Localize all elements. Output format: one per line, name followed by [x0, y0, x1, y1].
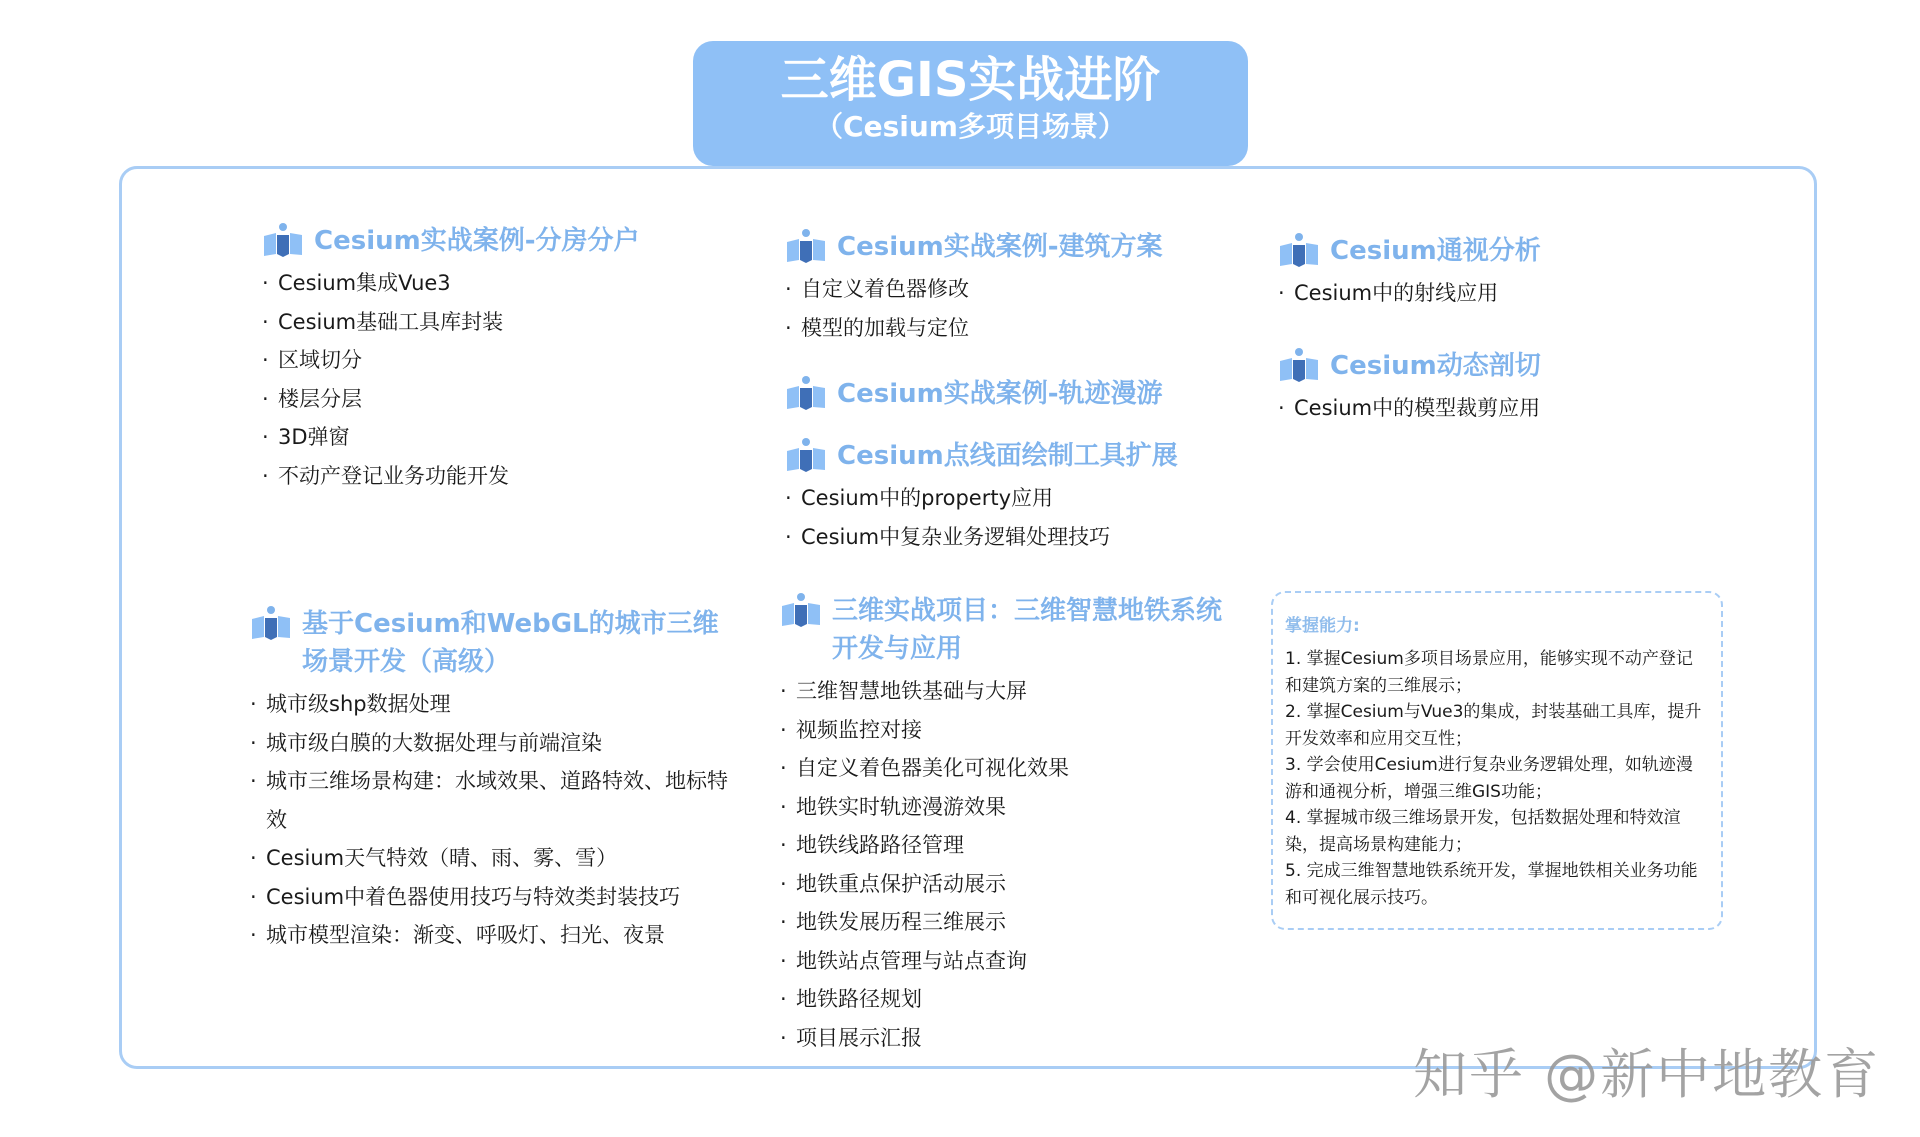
- list-item: · 城市级shp数据处理: [250, 685, 730, 724]
- section-heading-text: 三维实战项目：三维智慧地铁系统开发与应用: [832, 596, 1223, 664]
- course-section: [1278, 347, 1698, 428]
- map-pin-icon: [1278, 232, 1320, 268]
- section-items: [1278, 274, 1698, 313]
- list-item: · Cesium中的射线应用: [1278, 274, 1698, 313]
- course-section: [262, 222, 682, 495]
- abilities-title: 掌握能力:: [1285, 616, 1360, 636]
- list-item: · 城市级白膜的大数据处理与前端渲染: [250, 724, 730, 763]
- section-heading-text: Cesium实战案例-建筑方案: [837, 232, 1163, 262]
- ability-item: 3. 学会使用Cesium进行复杂业务逻辑处理，如轨迹漫游和通视分析，增强三维GIS功能；: [1285, 755, 1693, 802]
- map-pin-icon: [785, 228, 827, 264]
- list-item: · Cesium中着色器使用技巧与特效类封装技巧: [250, 878, 730, 917]
- list-item: · 自定义着色器美化可视化效果: [780, 749, 1240, 788]
- course-section: [1278, 232, 1698, 313]
- section-heading-text: Cesium实战案例-轨迹漫游: [837, 379, 1163, 409]
- list-item: · Cesium中的模型裁剪应用: [1278, 389, 1698, 428]
- list-item: · 视频监控对接: [780, 711, 1240, 750]
- ability-item: 2. 掌握Cesium与Vue3的集成，封装基础工具库，提升开发效率和应用交互性；: [1285, 702, 1702, 749]
- list-item: · 项目展示汇报: [780, 1019, 1240, 1058]
- list-item: · 地铁重点保护活动展示: [780, 865, 1240, 904]
- list-item: · 自定义着色器修改: [785, 270, 1215, 309]
- course-section: [780, 592, 1240, 1057]
- map-pin-icon: [250, 605, 292, 641]
- course-section: [785, 437, 1215, 556]
- section-heading-text: Cesium点线面绘制工具扩展: [837, 441, 1178, 471]
- section-heading: [785, 375, 1215, 413]
- list-item: · 城市模型渲染：渐变、呼吸灯、扫光、夜景: [250, 916, 730, 955]
- list-item: · 三维智慧地铁基础与大屏: [780, 672, 1240, 711]
- section-heading: [1278, 347, 1698, 385]
- page-subtitle: （Cesium多项目场景）: [815, 110, 1126, 143]
- section-heading: [785, 228, 1215, 266]
- section-heading: [785, 437, 1215, 475]
- list-item: · 3D弹窗: [262, 418, 682, 457]
- list-item: · 不动产登记业务功能开发: [262, 457, 682, 496]
- map-pin-icon: [785, 375, 827, 411]
- ability-item: 5. 完成三维智慧地铁系统开发，掌握地铁相关业务功能和可视化展示技巧。: [1285, 861, 1698, 908]
- section-items: [1278, 389, 1698, 428]
- ability-item: 4. 掌握城市级三维场景开发，包括数据处理和特效渲染，提高场景构建能力；: [1285, 808, 1681, 855]
- list-item: · 地铁路径规划: [780, 980, 1240, 1019]
- map-pin-icon: [785, 437, 827, 473]
- course-section: [785, 375, 1215, 417]
- section-heading-text: Cesium动态剖切: [1330, 351, 1541, 381]
- list-item: · 模型的加载与定位: [785, 309, 1215, 348]
- title-banner: [693, 41, 1248, 166]
- watermark: 知乎 @新中地教育: [1413, 1043, 1881, 1106]
- section-items: [785, 270, 1215, 347]
- section-items: [262, 264, 682, 495]
- section-heading: [780, 592, 1240, 668]
- list-item: · 区域切分: [262, 341, 682, 380]
- abilities-box: [1271, 591, 1723, 930]
- page-title: 三维GIS实战进阶: [780, 52, 1161, 108]
- section-items: [785, 479, 1215, 556]
- section-heading: [250, 605, 730, 681]
- list-item: · 地铁线路路径管理: [780, 826, 1240, 865]
- list-item: · Cesium中复杂业务逻辑处理技巧: [785, 518, 1215, 557]
- course-section: [785, 228, 1215, 347]
- list-item: · 地铁实时轨迹漫游效果: [780, 788, 1240, 827]
- section-items: [250, 685, 730, 955]
- section-heading: [262, 222, 682, 260]
- map-pin-icon: [262, 222, 304, 258]
- list-item: · 楼层分层: [262, 380, 682, 419]
- list-item: · Cesium天气特效（晴、雨、雾、雪）: [250, 839, 730, 878]
- section-heading-text: Cesium实战案例-分房分户: [314, 226, 640, 256]
- map-pin-icon: [780, 592, 822, 628]
- list-item: · Cesium中的property应用: [785, 479, 1215, 518]
- list-item: · Cesium基础工具库封装: [262, 303, 682, 342]
- map-pin-icon: [1278, 347, 1320, 383]
- course-section: [250, 605, 730, 955]
- section-heading-text: Cesium通视分析: [1330, 236, 1541, 266]
- list-item: · 地铁站点管理与站点查询: [780, 942, 1240, 981]
- list-item: · Cesium集成Vue3: [262, 264, 682, 303]
- section-heading: [1278, 232, 1698, 270]
- list-item: · 城市三维场景构建：水域效果、道路特效、地标特效: [250, 762, 730, 839]
- section-items: [780, 672, 1240, 1057]
- list-item: · 地铁发展历程三维展示: [780, 903, 1240, 942]
- ability-item: 1. 掌握Cesium多项目场景应用，能够实现不动产登记和建筑方案的三维展示；: [1285, 649, 1693, 696]
- section-heading-text: 基于Cesium和WebGL的城市三维场景开发（高级）: [302, 609, 719, 677]
